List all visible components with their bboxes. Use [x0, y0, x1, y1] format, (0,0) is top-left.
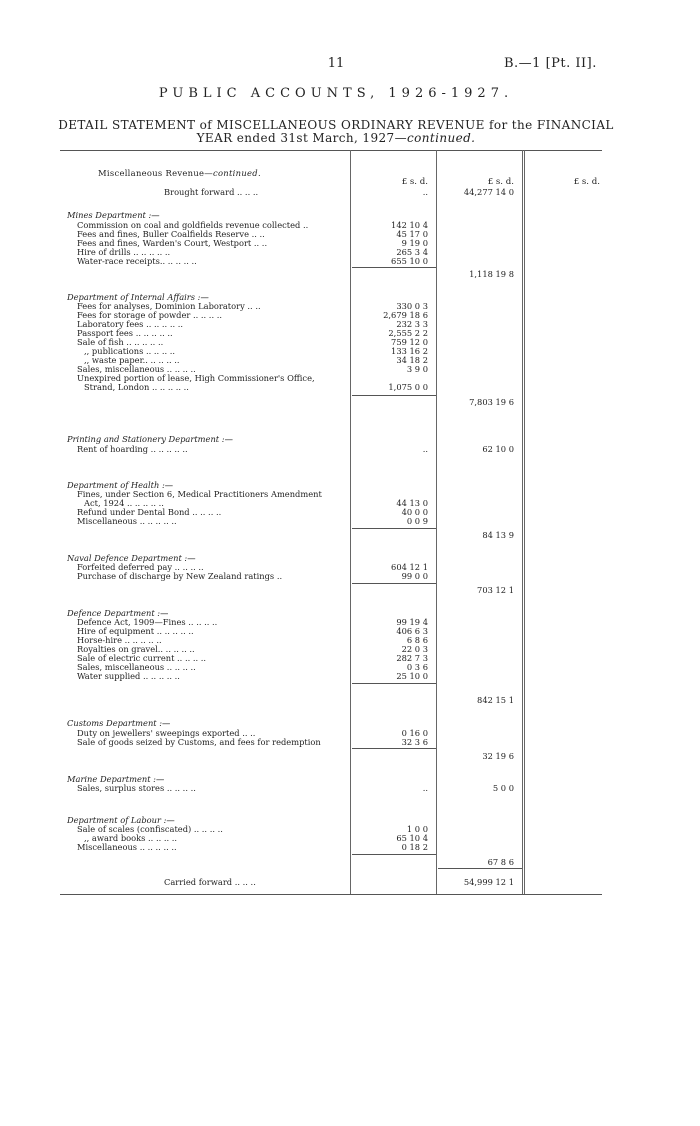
- row-label: Brought forward .. .. ..: [164, 187, 259, 197]
- row-label: Sales, surplus stores .. .. .. ..: [77, 783, 196, 793]
- row-label: Fees and fines, Buller Coalfields Reserve .. ..: [77, 229, 265, 239]
- amount-col-1: 1,075 0 0: [388, 382, 428, 392]
- amount-col-1: 265 3 4: [396, 247, 428, 257]
- amount-col-2: 5 0 0: [492, 783, 514, 793]
- row-label: Refund under Dental Bond .. .. .. ..: [77, 507, 222, 517]
- subtotal-row: [60, 751, 602, 761]
- table-row: [60, 256, 602, 266]
- amount-col-1: 9 19 0: [401, 238, 428, 248]
- subtotal-amount: 84 13 9: [482, 530, 514, 540]
- subtotal-amount: 703 12 1: [477, 585, 514, 595]
- subtotal-rule: [352, 748, 436, 749]
- document-reference: B.—1 [Pt. II].: [504, 56, 597, 71]
- subtotal-rule: [352, 267, 436, 268]
- row-label: Sales, miscellaneous .. .. .. ..: [77, 662, 196, 672]
- table-row: [60, 783, 602, 793]
- revenue-table: [60, 150, 602, 900]
- row-label: Rent of hoarding .. .. .. .. ..: [77, 444, 188, 454]
- page-subtitle: [0, 119, 672, 145]
- subtitle-line-2: YEAR ended 31st March, 1927—continued.: [196, 131, 476, 145]
- row-label: Act, 1924 .. .. .. .. ..: [84, 498, 164, 508]
- amount-col-1: ..: [422, 444, 428, 454]
- amount-col-1: ..: [422, 783, 428, 793]
- subsection-heading: Mines Department :—: [67, 210, 160, 220]
- subsection-heading: Naval Defence Department :—: [67, 553, 196, 563]
- amount-col-1: 2,555 2 2: [388, 328, 428, 338]
- subsection-heading: Marine Department :—: [67, 774, 165, 784]
- column-header-1: £ s. d.: [401, 177, 428, 187]
- subsection-heading: Customs Department :—: [67, 718, 171, 728]
- row-label: Passport fees .. .. .. .. ..: [77, 328, 173, 338]
- row-label: ,, waste paper.. .. .. .. ..: [84, 355, 180, 365]
- row-label: Strand, London .. .. .. .. ..: [84, 382, 189, 392]
- table-row: [60, 516, 602, 526]
- amount-col-1: 65 10 4: [396, 833, 428, 843]
- row-label: Forfeited deferred pay .. .. .. ..: [77, 562, 204, 572]
- row-label: Carried forward .. .. ..: [164, 877, 256, 887]
- amount-col-1: 44 13 0: [396, 498, 428, 508]
- amount-col-1: 2,679 18 6: [383, 310, 428, 320]
- subtotal-amount: 1,118 19 8: [469, 269, 514, 279]
- subtotal-row: [60, 585, 602, 595]
- subtotal-row: [60, 530, 602, 540]
- amount-col-2: 44,277 14 0: [463, 187, 514, 197]
- subsection-heading: Department of Internal Affairs :—: [67, 292, 209, 302]
- amount-col-1: 604 12 1: [391, 562, 428, 572]
- subtotal-row: [60, 857, 602, 867]
- amount-col-1: 142 10 4: [391, 220, 428, 230]
- row-label: Fees for analyses, Dominion Laboratory .. ..: [77, 301, 261, 311]
- subsection-heading: Printing and Stationery Department :—: [67, 434, 233, 444]
- row-label: Commission on coal and goldfields revenue collected ..: [77, 220, 309, 230]
- amount-col-1: 32 3 6: [401, 737, 428, 747]
- total-rule: [438, 868, 522, 869]
- amount-col-1: 40 0 0: [401, 507, 428, 517]
- total-amount: 54,999 12 1: [463, 877, 514, 887]
- amount-col-1: 34 18 2: [396, 355, 428, 365]
- row-label: Fees for storage of powder .. .. .. ..: [77, 310, 222, 320]
- row-label: Sale of fish .. .. .. .. ..: [77, 337, 164, 347]
- subsection-heading: Department of Health :—: [67, 480, 174, 490]
- table-row: [60, 737, 602, 747]
- subtotal-rule: [352, 528, 436, 529]
- subtotal-row: [60, 269, 602, 279]
- row-label: Royalties on gravel.. .. .. .. ..: [77, 644, 195, 654]
- table-row: [60, 571, 602, 581]
- amount-col-1: 655 10 0: [391, 256, 428, 266]
- column-header-row: [60, 177, 602, 187]
- row-label: ,, publications .. .. .. ..: [84, 346, 176, 356]
- amount-col-1: 0 18 2: [401, 842, 428, 852]
- amount-col-1: 99 0 0: [401, 571, 428, 581]
- subtotal-row: [60, 695, 602, 705]
- amount-col-1: 330 0 3: [396, 301, 428, 311]
- subtotal-rule: [352, 395, 436, 396]
- amount-col-1: 282 7 3: [396, 653, 428, 663]
- subtotal-rule: [352, 583, 436, 584]
- amount-col-1: 133 16 2: [391, 346, 428, 356]
- row-label: Duty on jewellers' sweepings exported .. ..: [77, 728, 256, 738]
- column-header-2: £ s. d.: [487, 177, 514, 187]
- row-label: Defence Act, 1909—Fines .. .. .. ..: [77, 617, 218, 627]
- row-label: Water-race receipts.. .. .. .. ..: [77, 256, 197, 266]
- row-label: Miscellaneous .. .. .. .. ..: [77, 516, 177, 526]
- table-bottom-rule: [60, 894, 602, 895]
- row-label: Hire of drills .. .. .. .. ..: [77, 247, 171, 257]
- amount-col-1: 6 8 6: [406, 635, 428, 645]
- subtotal-row: [60, 397, 602, 407]
- page-number: 11: [327, 56, 345, 71]
- subtotal-amount: 842 15 1: [477, 695, 514, 705]
- subtotal-amount: 7,803 19 6: [469, 397, 514, 407]
- row-label: Miscellaneous .. .. .. .. ..: [77, 842, 177, 852]
- amount-col-1: 45 17 0: [396, 229, 428, 239]
- amount-col-1: ..: [422, 187, 428, 197]
- subtotal-amount: 67 8 6: [487, 857, 514, 867]
- table-row: [60, 842, 602, 852]
- amount-col-1: 0 16 0: [401, 728, 428, 738]
- row-label: Horse-hire .. .. .. .. ..: [77, 635, 162, 645]
- amount-col-1: 0 0 9: [406, 516, 428, 526]
- amount-col-1: 232 3 3: [396, 319, 428, 329]
- amount-col-1: 1 0 0: [406, 824, 428, 834]
- row-label: Water supplied .. .. .. .. ..: [77, 671, 180, 681]
- section-heading: Miscellaneous Revenue—continued.: [98, 168, 261, 178]
- amount-col-1: 759 12 0: [391, 337, 428, 347]
- row-label: Sale of scales (confiscated) .. .. .. ..: [77, 824, 223, 834]
- row-label: Hire of equipment .. .. .. .. ..: [77, 626, 194, 636]
- amount-col-1: 0 3 6: [406, 662, 428, 672]
- carried-forward-row: [60, 877, 602, 887]
- row-label: Purchase of discharge by New Zealand ratings ..: [77, 571, 283, 581]
- subtotal-rule: [352, 683, 436, 684]
- row-label: Fines, under Section 6, Medical Practitioners Amendment: [77, 489, 322, 499]
- table-row: [60, 671, 602, 681]
- table-row: [60, 382, 602, 392]
- subtotal-amount: 32 19 6: [482, 751, 514, 761]
- table-top-rule: [60, 150, 602, 151]
- row-label: Fees and fines, Warden's Court, Westport .. ..: [77, 238, 268, 248]
- page-title: PUBLIC ACCOUNTS, 1926-1927.: [158, 86, 514, 101]
- amount-col-1: 25 10 0: [396, 671, 428, 681]
- amount-col-1: 406 6 3: [396, 626, 428, 636]
- row-label: Unexpired portion of lease, High Commissioner's Office,: [77, 373, 315, 383]
- row-label: Sale of goods seized by Customs, and fees for redemption: [77, 737, 321, 747]
- brought-forward-row: [60, 187, 602, 197]
- subtotal-rule: [352, 854, 436, 855]
- table-row: [60, 444, 602, 454]
- column-header-3: £ s. d.: [573, 177, 600, 187]
- amount-col-1: 3 9 0: [406, 364, 428, 374]
- row-label: Sale of electric current .. .. .. ..: [77, 653, 207, 663]
- subsection-heading: Defence Department :—: [67, 608, 169, 618]
- row-label: Sales, miscellaneous .. .. .. ..: [77, 364, 196, 374]
- amount-col-1: 99 19 4: [396, 617, 428, 627]
- subsection-heading: Department of Labour :—: [67, 815, 175, 825]
- row-label: ,, award books .. .. .. ..: [84, 833, 178, 843]
- amount-col-1: 22 0 3: [401, 644, 428, 654]
- amount-col-2: 62 10 0: [482, 444, 514, 454]
- subtitle-continued: continued.: [406, 131, 476, 145]
- subtitle-line-1: DETAIL STATEMENT of MISCELLANEOUS ORDINARY REVENUE for the FINANCIAL: [58, 118, 614, 132]
- row-label: Laboratory fees .. .. .. .. ..: [77, 319, 184, 329]
